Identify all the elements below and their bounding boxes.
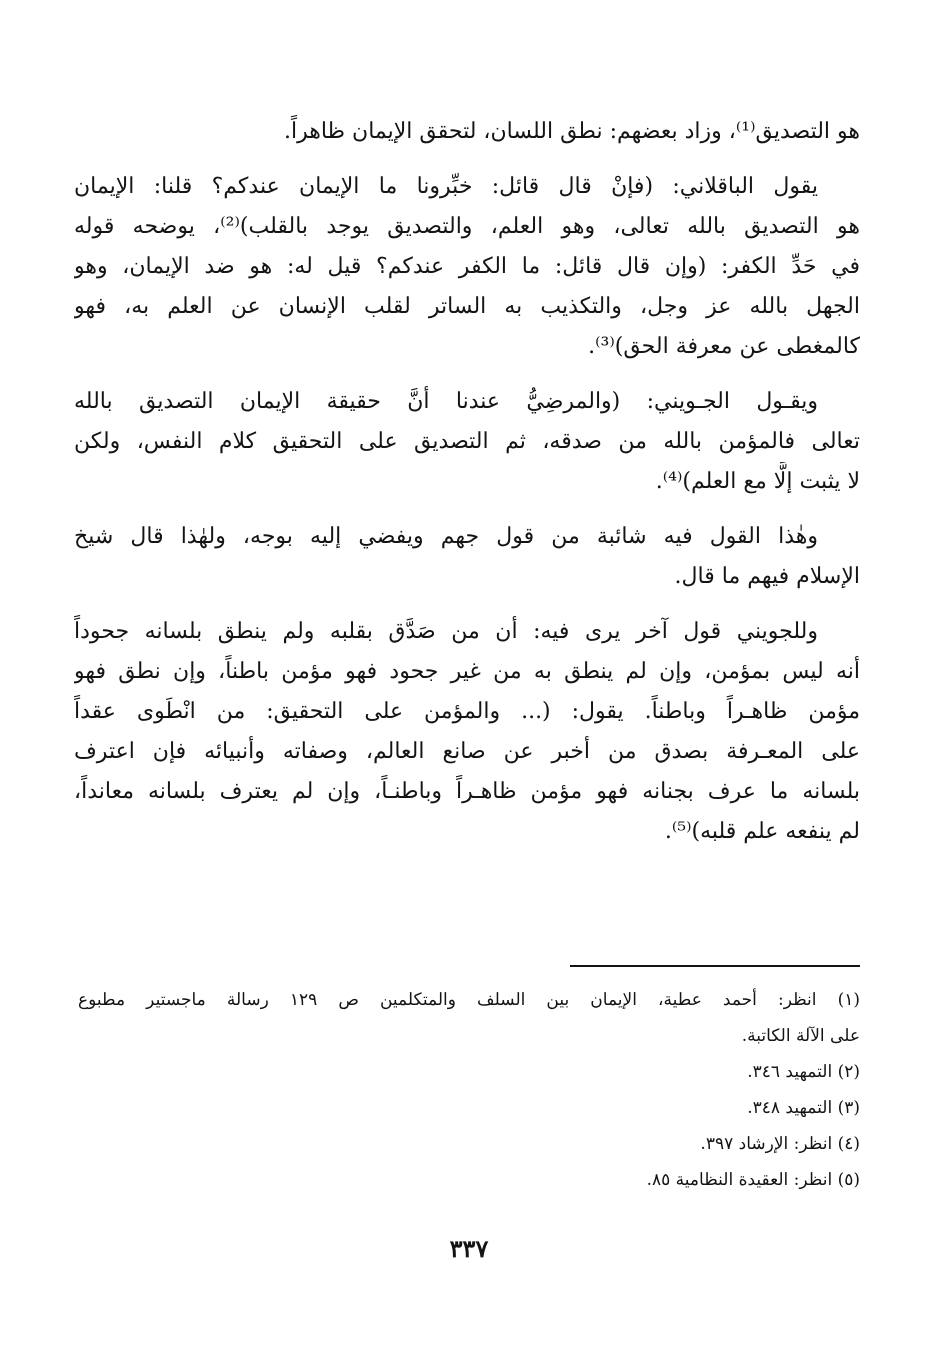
footnote-1: (١) انظر: أحمد عطية، الإيمان بين السلف والمتكلمين ص ١٢٩ رسالة ماجستير مطبوع	[78, 990, 860, 1010]
text-line: لم ينفعه علم قلبه)⁽⁵⁾.	[664, 819, 860, 844]
text-line: أنه ليس بمؤمن، وإن لم ينطق به من غير جحود فهو مؤمن باطناً، وإن نطق فهو	[74, 659, 860, 684]
text-line: ويقـول الجـويني: (والمرضِيُّ عندنا أنَّ حقيقة الإيمان التصديق بالله	[74, 389, 818, 414]
footnote-5: (٥) انظر: العقيدة النظامية ٨٥.	[646, 1170, 860, 1190]
paragraph-3	[74, 382, 860, 502]
footnote-4: (٤) انظر: الإرشاد ٣٩٧.	[700, 1134, 860, 1154]
footnotes	[78, 982, 860, 1198]
text-line: وللجويني قول آخر يرى فيه: أن من صَدَّق بقلبه ولم ينطق بلسانه جحوداً	[74, 619, 818, 644]
main-text	[74, 112, 860, 852]
text-line: لا يثبت إلَّا مع العلم)⁽⁴⁾.	[655, 469, 860, 494]
paragraph-5	[74, 612, 860, 852]
text-line: يقول الباقلاني: (فإنْ قال قائل: خبِّرونا ما الإيمان عندكم؟ قلنا: الإيمان	[74, 174, 818, 199]
text-line: هو التصديق بالله تعالى، وهو العلم، والتصديق يوجد بالقلب)⁽²⁾، يوضحه قوله	[74, 214, 860, 239]
page-number: ٣٣٧	[449, 1234, 489, 1263]
paragraph-4	[74, 517, 860, 597]
text-line: وهٰذا القول فيه شائبة من قول جهم ويفضي إليه بوجه، ولهٰذا قال شيخ	[74, 524, 818, 549]
footnote-2: (٢) التمهيد ٣٤٦.	[747, 1062, 860, 1082]
text-line: هو التصديق⁽¹⁾، وزاد بعضهم: نطق اللسان، لتحقق الإيمان ظاهراً.	[283, 119, 860, 144]
text-line: كالمغطى عن معرفة الحق)⁽³⁾.	[588, 334, 860, 359]
footnote-1-continued: على الآلة الكاتبة.	[741, 1026, 860, 1046]
text-line: بلسانه ما عرف بجنانه فهو مؤمن ظاهـراً وباطنـاً، وإن لم يعترف بلسانه معانداً،	[74, 779, 860, 804]
text-line: في حَدِّ الكفر: (وإن قال قائل: ما الكفر عندكم؟ قيل له: هو ضد الإيمان، وهو	[74, 254, 860, 279]
paragraph-1	[74, 112, 860, 152]
footnote-divider	[570, 965, 860, 967]
text-line: الإسلام فيهم ما قال.	[674, 564, 860, 589]
text-line: الجهل بالله عز وجل، والتكذيب به الساتر لقلب الإنسان عن العلم به، فهو	[74, 294, 860, 319]
text-line: مؤمن ظاهـراً وباطناً. يقول: (... والمؤمن على التحقيق: من انْطَوى عقداً	[74, 699, 860, 724]
text-line: تعالى فالمؤمن بالله من صدقه، ثم التصديق على التحقيق كلام النفس، ولكن	[74, 429, 860, 454]
footnote-3: (٣) التمهيد ٣٤٨.	[747, 1098, 860, 1118]
paragraph-2	[74, 167, 860, 367]
text-line: على المعـرفة بصدق من أخبر عن صانع العالم، وصفاته وأنبيائه فإن اعترف	[74, 739, 860, 764]
